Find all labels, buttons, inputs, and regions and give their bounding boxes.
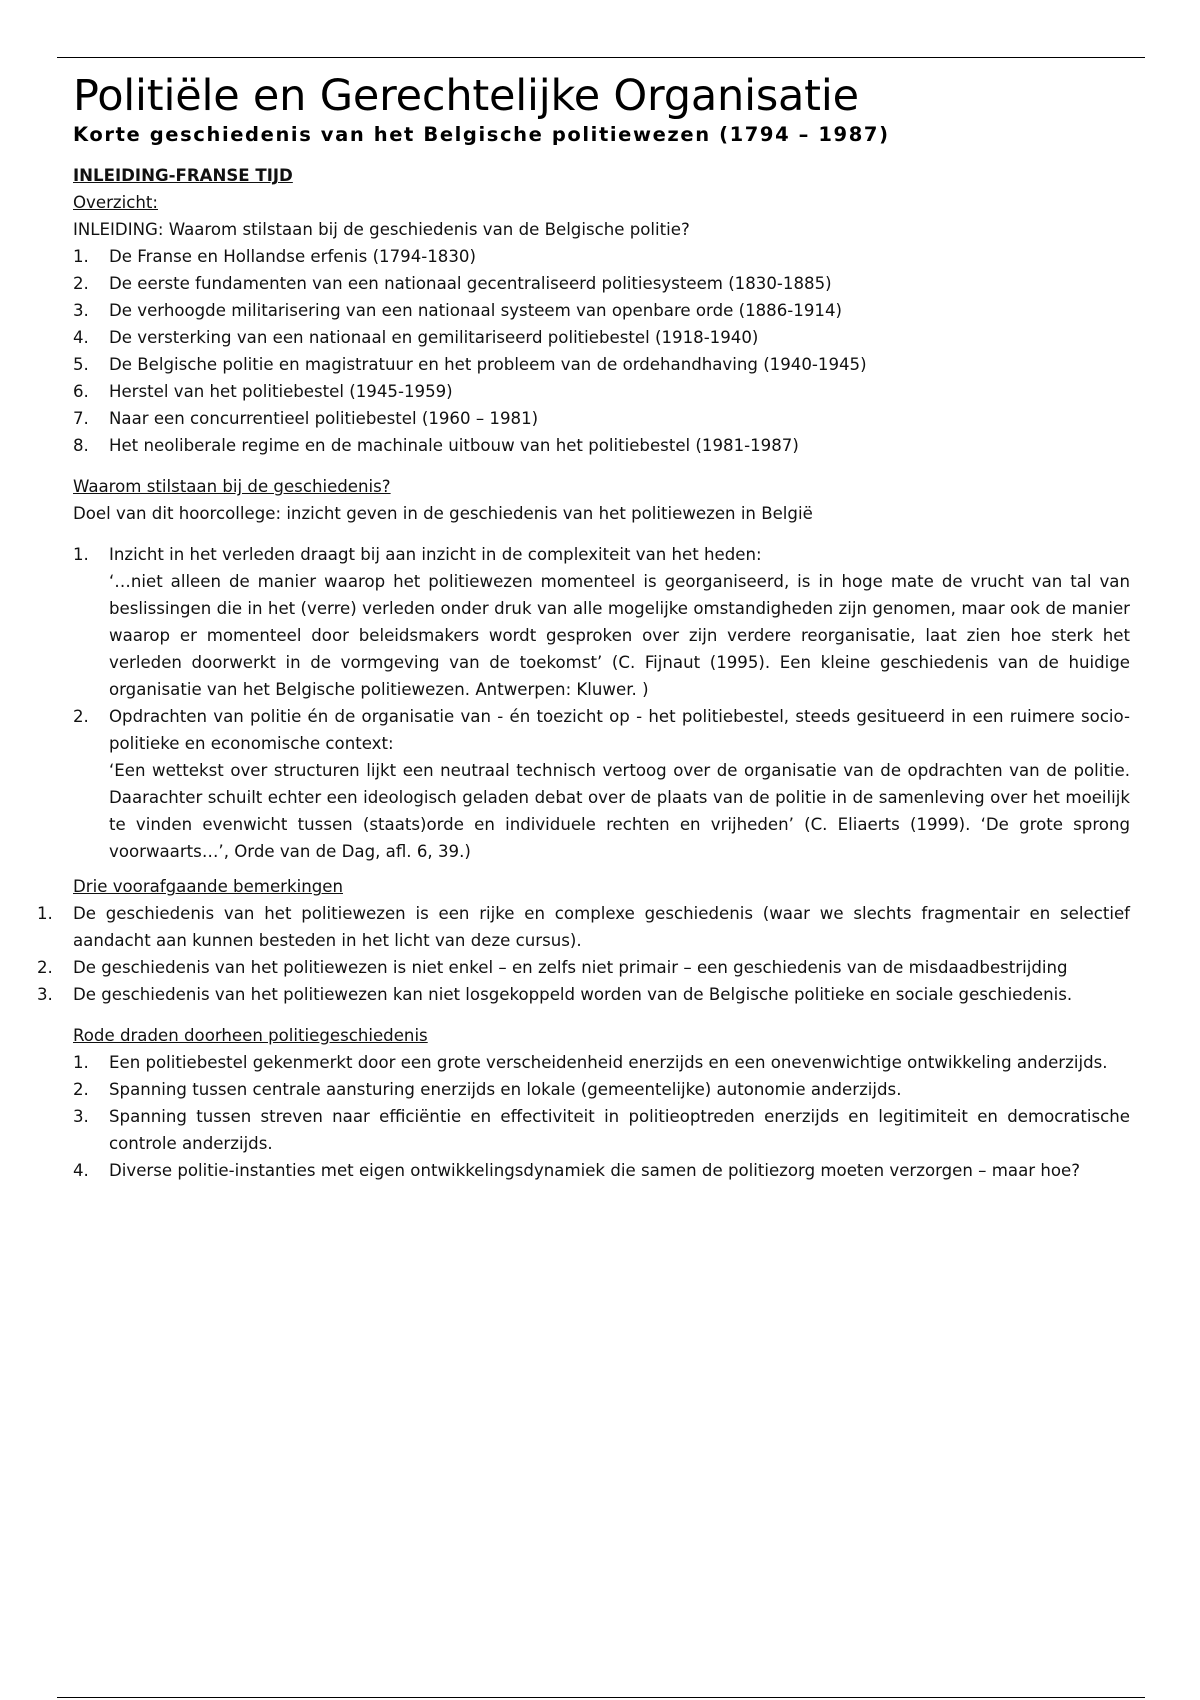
list-number: 1.: [73, 247, 89, 267]
quote-fijnaut: ‘…niet alleen de manier waarop het politiewezen momenteel is georganiseerd, is in hoge mate de vrucht van tal van beslissingen die in het (verre) verleden onder druk van alle mogelijke omstandigheden zijn genomen, maar ook de manier waarop er momenteel door beleidsmakers wordt gesproken over zijn verdere reorganisatie, laat zien hoe sterk het verleden doorwerkt in de vormgeving van de toekomst’ (C. Fijnaut (1995). Een kleine geschiedenis van de huidige organisatie van het Belgische politiewezen. Antwerpen: Kluwer. ): [109, 572, 1130, 700]
list-number: 3.: [73, 301, 89, 321]
list-number: 2.: [73, 274, 89, 294]
list-text: De verhoogde militarisering van een nationaal systeem van openbare orde (1886-1914): [109, 301, 842, 321]
list-text: Diverse politie-instanties met eigen ontwikkelingsdynamiek die samen de politiezorg moeten verzorgen – maar hoe?: [109, 1161, 1081, 1181]
list-text: De eerste fundamenten van een nationaal gecentraliseerd politiesysteem (1830-1885): [109, 274, 832, 294]
why-goal: Doel van dit hoorcollege: inzicht geven in de geschiedenis van het politiewezen in België: [73, 504, 813, 524]
list-number: 4.: [73, 328, 89, 348]
list-item: [73, 1076, 1130, 1103]
list-item: [73, 432, 1130, 459]
overview-list: [73, 243, 1130, 459]
list-item: [73, 297, 1130, 324]
list-text: Spanning tussen streven naar efficiëntie en effectiviteit in politieoptreden enerzijds en legitimiteit en democratische controle anderzijds.: [109, 1107, 1130, 1154]
list-number: 2.: [37, 958, 53, 978]
list-text: De geschiedenis van het politiewezen is niet enkel – en zelfs niet primair – een geschiedenis van de misdaadbestrijding: [73, 958, 1068, 978]
list-item: [73, 541, 1130, 703]
list-item: [37, 954, 1130, 981]
list-item: [73, 324, 1130, 351]
threads-list: [73, 1049, 1130, 1184]
list-number: 4.: [73, 1161, 89, 1181]
list-text: Opdrachten van politie én de organisatie van - én toezicht op - het politiebestel, steeds gesitueerd in een ruimere socio-politieke en economische context:: [109, 707, 1130, 754]
list-item: [73, 270, 1130, 297]
list-number: 3.: [73, 1107, 89, 1127]
list-text: De geschiedenis van het politiewezen kan niet losgekoppeld worden van de Belgische politieke en sociale geschiedenis.: [73, 985, 1073, 1005]
list-number: 1.: [73, 1053, 89, 1073]
document-subtitle: Korte geschiedenis van het Belgische politiewezen (1794 – 1987): [73, 123, 890, 147]
remarks-list: [37, 900, 1130, 1008]
list-item: [73, 1103, 1130, 1157]
list-text: De Franse en Hollandse erfenis (1794-1830): [109, 247, 476, 267]
overview-intro: INLEIDING: Waarom stilstaan bij de geschiedenis van de Belgische politie?: [73, 220, 690, 240]
list-text: Naar een concurrentieel politiebestel (1960 – 1981): [109, 409, 539, 429]
list-item: [73, 405, 1130, 432]
document-title: Politiële en Gerechtelijke Organisatie: [73, 71, 859, 121]
list-text: De versterking van een nationaal en gemilitariseerd politiebestel (1918-1940): [109, 328, 759, 348]
overview-heading: Overzicht:: [73, 193, 158, 213]
document-page: [37, 71, 1130, 1184]
list-number: 1.: [73, 545, 89, 565]
list-text: Spanning tussen centrale aansturing enerzijds en lokale (gemeentelijke) autonomie anderzijds.: [109, 1080, 902, 1100]
remarks-heading: Drie voorafgaande bemerkingen: [73, 877, 343, 897]
list-item: [73, 351, 1130, 378]
list-text: Inzicht in het verleden draagt bij aan inzicht in de complexiteit van het heden:: [109, 545, 762, 565]
list-number: 1.: [37, 904, 53, 924]
list-item: [73, 1157, 1130, 1184]
list-item: [73, 378, 1130, 405]
list-item: [73, 243, 1130, 270]
list-number: 2.: [73, 707, 89, 727]
list-number: 2.: [73, 1080, 89, 1100]
bottom-rule: [57, 1697, 1145, 1698]
list-number: 8.: [73, 436, 89, 456]
why-list: [73, 541, 1130, 865]
list-item: [37, 900, 1130, 954]
quote-eliaerts: ‘Een wettekst over structuren lijkt een neutraal technisch vertoog over de organisatie van de opdrachten van de politie. Daarachter schuilt echter een ideologisch geladen debat over de plaats van de politie in de samenleving over het moeilijk te vinden evenwicht tussen (staats)orde en individuele rechten en vrijheden’ (C. Eliaerts (1999). ‘De grote sprong voorwaarts…’, Orde van de Dag, afl. 6, 39.): [109, 761, 1130, 862]
section-heading: INLEIDING-FRANSE TIJD: [73, 166, 293, 186]
list-number: 7.: [73, 409, 89, 429]
list-item: [73, 1049, 1130, 1076]
why-heading: Waarom stilstaan bij de geschiedenis?: [73, 477, 391, 497]
list-item: [37, 981, 1130, 1008]
top-rule: [57, 57, 1145, 58]
threads-heading: Rode draden doorheen politiegeschiedenis: [73, 1026, 428, 1046]
list-text: De geschiedenis van het politiewezen is een rijke en complexe geschiedenis (waar we slechts fragmentair en selectief aandacht aan kunnen besteden in het licht van deze cursus).: [73, 904, 1130, 951]
list-text: De Belgische politie en magistratuur en het probleem van de ordehandhaving (1940-1945): [109, 355, 867, 375]
list-text: Het neoliberale regime en de machinale uitbouw van het politiebestel (1981-1987): [109, 436, 799, 456]
list-text: Herstel van het politiebestel (1945-1959): [109, 382, 453, 402]
list-number: 6.: [73, 382, 89, 402]
list-number: 3.: [37, 985, 53, 1005]
list-text: Een politiebestel gekenmerkt door een grote verscheidenheid enerzijds en een onevenwichtige ontwikkeling anderzijds.: [109, 1053, 1108, 1073]
list-item: [73, 703, 1130, 865]
list-number: 5.: [73, 355, 89, 375]
document-body: [37, 162, 1130, 1184]
